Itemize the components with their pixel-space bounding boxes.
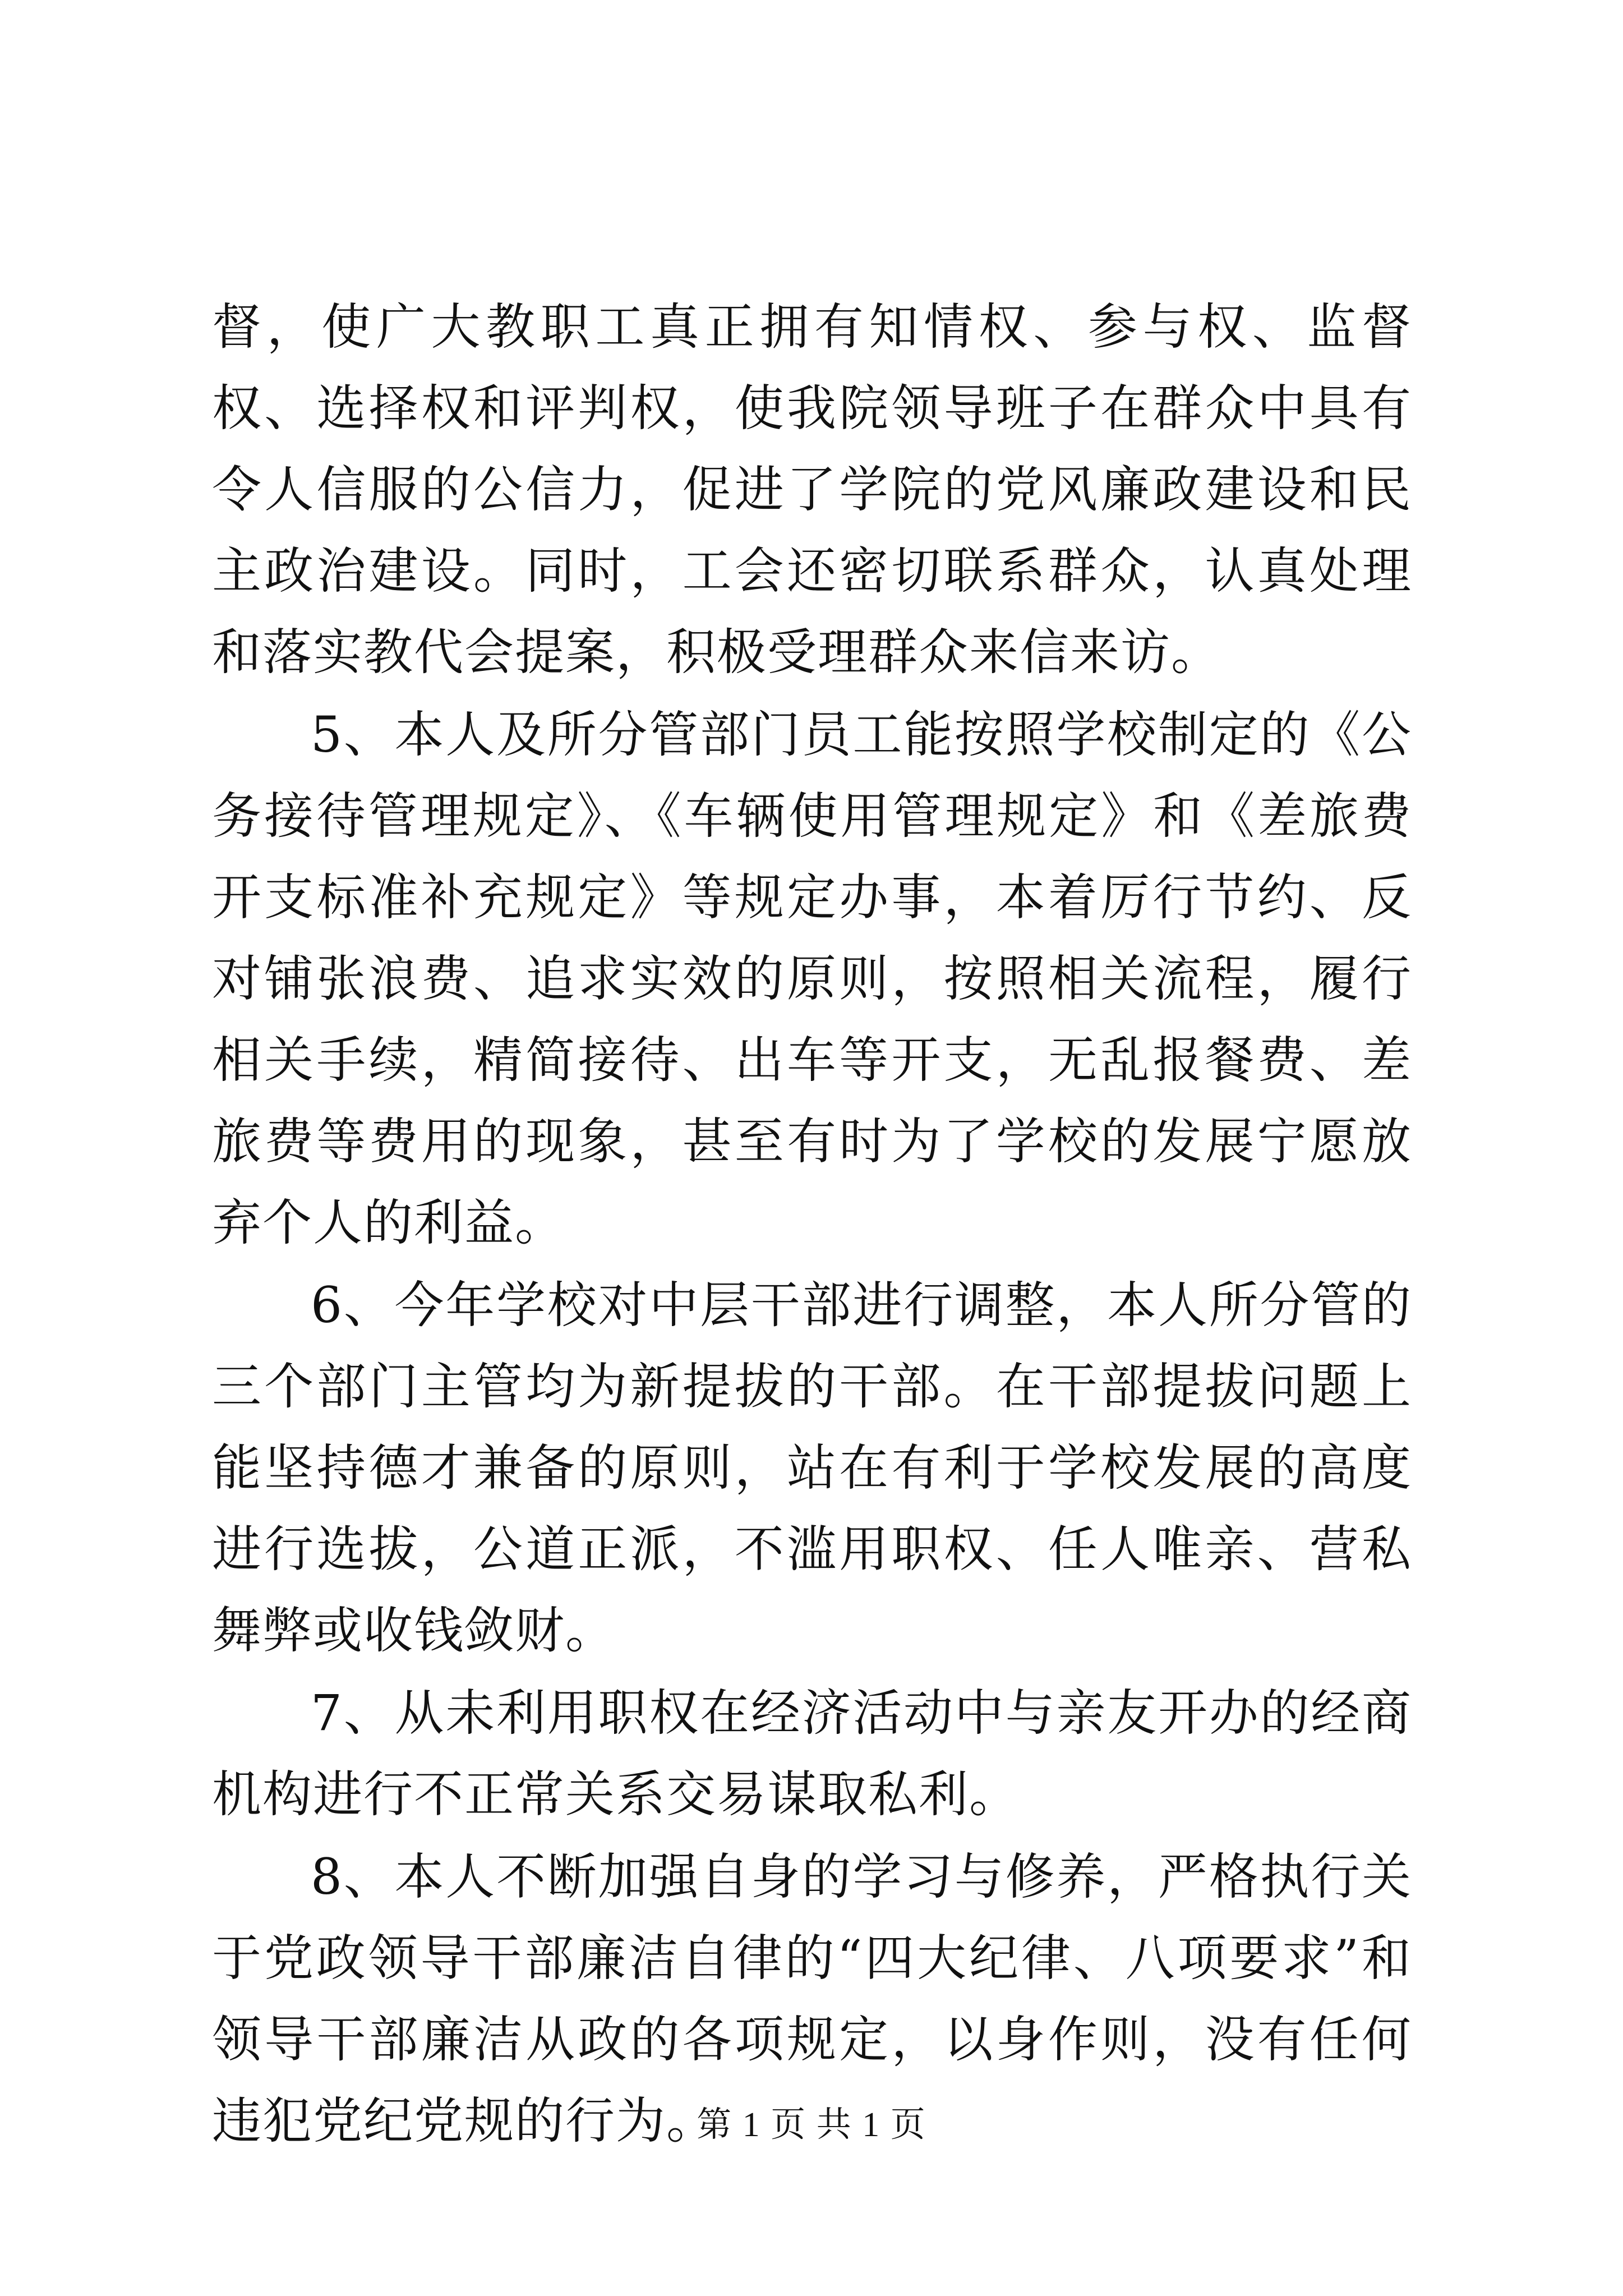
paragraph-item-7: 7、从未利用职权在经济活动中与亲友开办的经商机构进行不正常关系交易谋取私利。 [212, 1684, 1412, 1823]
paragraph-item-5: 5、本人及所分管部门员工能按照学校制定的《公务接待管理规定》、《车辆使用管理规定》和《差旅费开支标准补充规定》等规定办事，本着厉行节约、反对铺张浪费、追求实效的原则，按照相关流程，履行相关手续，精简接待、出车等开支，无乱报餐费、差旅费等费用的现象，甚至有时为了学校的发展宁愿放弃个人的利益。 [212, 706, 1412, 1251]
page-footer: 第 1 页 共 1 页 [697, 2106, 926, 2144]
paragraph-continuation: 督，使广大教职工真正拥有知情权、参与权、监督权、选择权和评判权，使我院领导班子在群众中具有令人信服的公信力，促进了学院的党风廉政建设和民主政治建设。同时，工会还密切联系群众，认真处理和落实教代会提案，积极受理群众来信来访。 [212, 298, 1412, 681]
paragraph-item-8: 8、本人不断加强自身的学习与修养，严格执行关于党政领导干部廉洁自律的“四大纪律、八项要求”和领导干部廉洁从政的各项规定，以身作则，没有任何违犯党纪党规的行为。 [212, 1848, 1412, 2150]
paragraph-item-6: 6、今年学校对中层干部进行调整，本人所分管的三个部门主管均为新提拔的干部。在干部提拔问题上能坚持德才兼备的原则，站在有利于学校发展的高度进行选拔，公道正派，不滥用职权、任人唯亲、营私舞弊或收钱敛财。 [212, 1276, 1412, 1659]
document-body [212, 286, 1412, 2162]
